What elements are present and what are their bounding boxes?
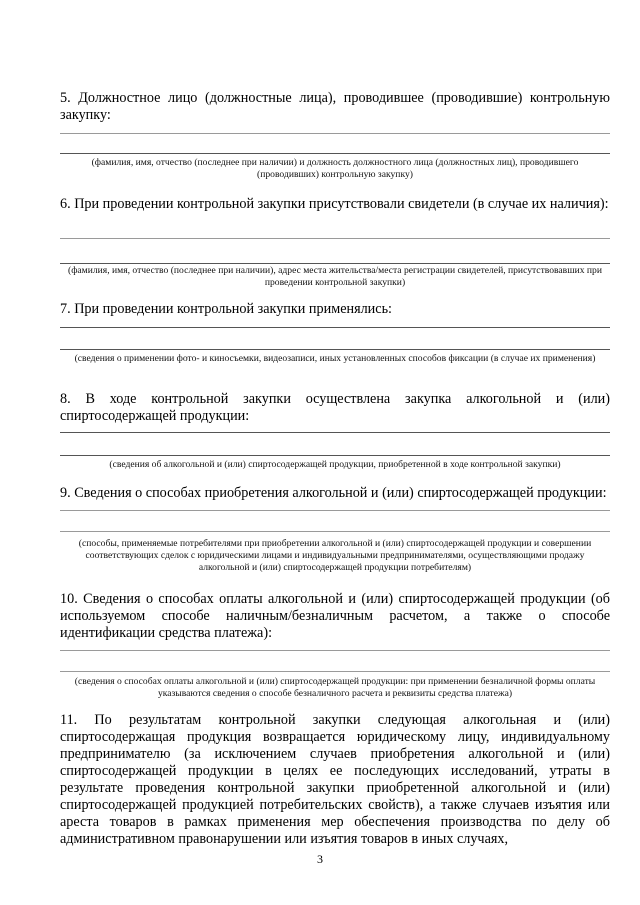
blank-line bbox=[60, 671, 610, 672]
item-7-text: 7. При проведении контрольной закупки применялись: bbox=[60, 301, 392, 317]
item-9-text: 9. Сведения о способах приобретения алкогольной и (или) спиртосодержащей продукции: bbox=[60, 485, 607, 501]
page-number: 3 bbox=[317, 852, 323, 866]
item-8-caption: (сведения об алкогольной и (или) спиртосодержащей продукции, приобретенной в ходе контрольной закупки) bbox=[109, 459, 561, 470]
blank-line bbox=[60, 455, 610, 456]
blank-line bbox=[60, 432, 610, 433]
item-9-caption: (способы, применяемые потребителями при приобретении алкогольной и (или) спиртосодержащей продукции и совершении соответствующих сделок с юридическими лицами и индивидуальными предпринимателями, осуществляющими продажу алкогольной и (или) спиртосодержащей продукции потребителям) bbox=[78, 538, 592, 573]
blank-line bbox=[60, 349, 610, 350]
blank-line bbox=[60, 650, 610, 651]
item-6-caption: (фамилия, имя, отчество (последнее при наличии), адрес места жительства/места регистрации свидетелей, присутствовавших при проведении контрольной закупки) bbox=[68, 265, 602, 288]
blank-line bbox=[60, 531, 610, 532]
item-5-caption: (фамилия, имя, отчество (последнее при наличии) и должность должностного лица (должностных лиц), проводившего (проводивших) контрольную закупку) bbox=[91, 157, 579, 180]
item-11-text: 11. По результатам контрольной закупки следующая алкогольная и (или) спиртосодержащая продукция возвращается юридическому лицу, индивидуальному предпринимателю (за исключением случаев приобретения алкогольной и (или) спиртосодержащей продукции в целях ее последующих исследований, утраты в результате проведения контрольной закупки приобретенной алкогольной и (или) спиртосодержащей продукцией потребительских свойств), а также случаев изъятия или ареста товаров в рамках применения мер обеспечения производства по делу об административном правонарушении или изъятия товаров в иных случаях, bbox=[60, 712, 610, 847]
item-5-text: 5. Должностное лицо (должностные лица), проводившее (проводившие) контрольную закупку: bbox=[60, 90, 610, 123]
blank-line bbox=[60, 327, 610, 328]
item-8-text: 8. В ходе контрольной закупки осуществлена закупка алкогольной и (или) спиртосодержащей продукции: bbox=[60, 391, 610, 424]
blank-line bbox=[60, 133, 610, 134]
blank-line bbox=[60, 153, 610, 154]
item-10-caption: (сведения о способах оплаты алкогольной и (или) спиртосодержащей продукции: при применении безналичной формы оплаты указываются сведения о способе безналичного расчета и реквизиты средства платежа) bbox=[74, 676, 596, 699]
blank-line bbox=[60, 238, 610, 239]
blank-line bbox=[60, 263, 610, 264]
blank-line bbox=[60, 510, 610, 511]
item-6-text: 6. При проведении контрольной закупки присутствовали свидетели (в случае их наличия): bbox=[60, 196, 609, 212]
item-10-text: 10. Сведения о способах оплаты алкогольной и (или) спиртосодержащей продукции (об используемом способе наличным/безналичным расчетом, а также о способе идентификации средства платежа): bbox=[60, 591, 610, 641]
item-7-caption: (сведения о применении фото- и киносъемки, видеозаписи, иных установленных способов фиксации (в случае их применения) bbox=[74, 353, 596, 364]
